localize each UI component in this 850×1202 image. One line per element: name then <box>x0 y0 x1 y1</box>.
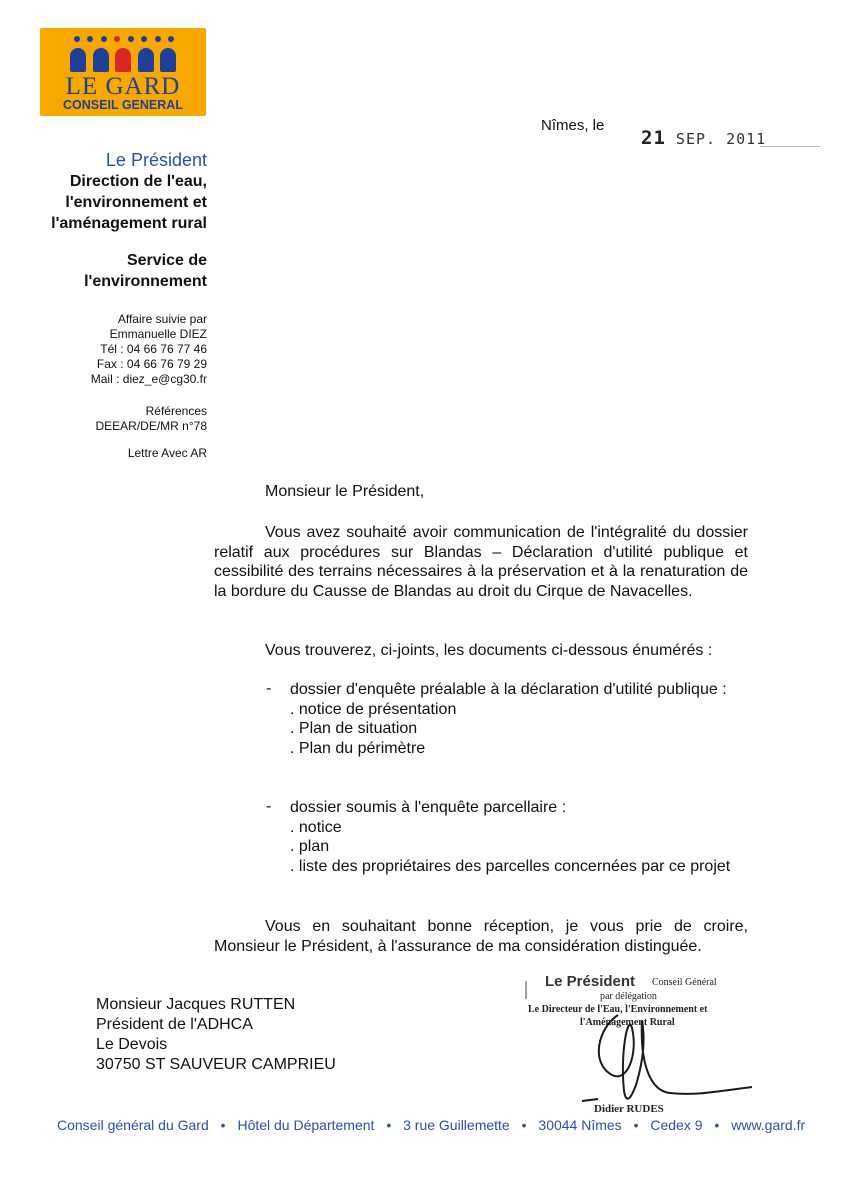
list-subitem: . plan <box>290 838 330 855</box>
footer-item: Hôtel du Département <box>237 1117 375 1133</box>
handwritten-signature <box>520 973 760 1123</box>
list-subitem: . Plan du périmètre <box>290 739 426 757</box>
logo-dot <box>141 36 147 42</box>
direction-line: l'environnement et <box>65 194 207 211</box>
stamp-line: Conseil Général <box>652 977 717 988</box>
address-line: Président de l'ADHCA <box>96 1016 253 1033</box>
sender-service <box>0 250 207 292</box>
footer-separator: • <box>386 1117 392 1133</box>
page-footer <box>57 1117 805 1133</box>
service-line: l'environnement <box>84 273 207 290</box>
footer-item: 3 rue Guillemette <box>403 1117 510 1133</box>
direction-line: Direction de l'eau, <box>69 173 207 190</box>
stamp-line: Le Directeur de l'Eau, l'Environnement et <box>528 1004 708 1015</box>
mailing-mode: Lettre Avec AR <box>127 446 207 460</box>
logo-figure <box>93 48 109 72</box>
recipient-address <box>96 995 336 1075</box>
signature-block <box>520 973 760 1123</box>
date-month-year: SEP. 2011 <box>675 130 767 148</box>
sender-contact <box>0 312 207 387</box>
contact-line: Mail : diez_e@cg30.fr <box>90 372 207 386</box>
list-item-title: dossier soumis à l'enquête parcellaire : <box>290 799 567 816</box>
sender-references <box>0 404 207 434</box>
footer-separator: • <box>714 1117 720 1133</box>
references-label: Références <box>145 404 207 418</box>
footer-item: Cedex 9 <box>650 1117 703 1133</box>
list-item <box>290 798 748 876</box>
stamp-line: par délégation <box>600 991 657 1002</box>
logo-dot <box>155 36 161 42</box>
contact-line: Tél : 04 66 76 77 46 <box>100 342 207 356</box>
date-label: Nîmes, le <box>541 117 605 134</box>
logo-subtitle: CONSEIL GENERAL <box>63 98 183 112</box>
date-day: 21 <box>641 127 666 149</box>
footer-item: 30044 Nîmes <box>538 1117 622 1133</box>
list-subitem: . Plan de situation <box>290 720 418 737</box>
logo-dot <box>114 36 120 42</box>
footer-separator: • <box>633 1117 639 1133</box>
references-value: DEEAR/DE/MR n°78 <box>95 419 207 433</box>
list-subitem: . liste des propriétaires des parcelles concernées par ce projet <box>290 857 731 875</box>
salutation: Monsieur le Président, <box>265 483 425 500</box>
contact-line: Affaire suivie par <box>117 312 207 326</box>
direction-line: l'aménagement rural <box>51 215 207 232</box>
date-underline <box>760 146 820 147</box>
contact-line: Emmanuelle DIEZ <box>109 327 207 341</box>
logo-figure <box>160 48 176 72</box>
list-item <box>290 680 748 758</box>
footer-separator: • <box>521 1117 527 1133</box>
logo-dot <box>101 36 107 42</box>
logo-figure <box>138 48 154 72</box>
signatory-name: Didier RUDES <box>594 1103 664 1115</box>
list-dash: - <box>266 798 272 815</box>
logo-dot <box>168 36 174 42</box>
logo-dot <box>128 36 134 42</box>
logo-figure <box>115 48 131 72</box>
address-line: Monsieur Jacques RUTTEN <box>96 996 296 1013</box>
address-line: Le Devois <box>96 1036 168 1053</box>
stamp-line: l'Aménagement Rural <box>580 1017 675 1028</box>
contact-line: Fax : 04 66 76 79 29 <box>96 357 207 371</box>
list-subitem: . notice <box>290 818 342 836</box>
sender-direction <box>0 171 207 234</box>
list-dash: - <box>266 680 272 697</box>
logo-dots <box>74 36 174 42</box>
footer-item: Conseil général du Gard <box>57 1117 209 1133</box>
le-gard-logo <box>40 28 206 116</box>
logo-figure <box>70 48 86 72</box>
logo-name: LE GARD <box>65 73 181 100</box>
logo-figures <box>70 46 176 72</box>
logo-dot <box>87 36 93 42</box>
list-subitem: . notice de présentation <box>290 700 457 718</box>
address-line: 30750 ST SAUVEUR CAMPRIEU <box>96 1056 336 1073</box>
date-stamp <box>641 127 766 149</box>
stamp-title: Le Président <box>545 973 636 990</box>
sender-title: Le Président <box>105 150 207 170</box>
footer-separator: • <box>220 1117 226 1133</box>
paragraph-intro: Vous avez souhaité avoir communication de l'intégralité du dossier relatif aux procédures sur Blandas – Déclaration d'utilité publique et cessibilité des terrains nécessaires à la préservation et à la renaturation de la bordure du Causse de Blandas au droit du Cirque de Navacelles. <box>214 524 748 600</box>
closing-paragraph: Vous en souhaitant bonne réception, je vous prie de croire, Monsieur le Président, à l'assurance de ma considération distinguée. <box>214 918 748 955</box>
footer-link-website[interactable]: www.gard.fr <box>731 1117 806 1133</box>
list-item-title: dossier d'enquête préalable à la déclaration d'utilité publique : <box>290 681 727 698</box>
service-line: Service de <box>126 252 207 269</box>
logo-dot <box>74 36 80 42</box>
paragraph-enclosures: Vous trouverez, ci-joints, les documents ci-dessous énumérés : <box>265 642 713 659</box>
